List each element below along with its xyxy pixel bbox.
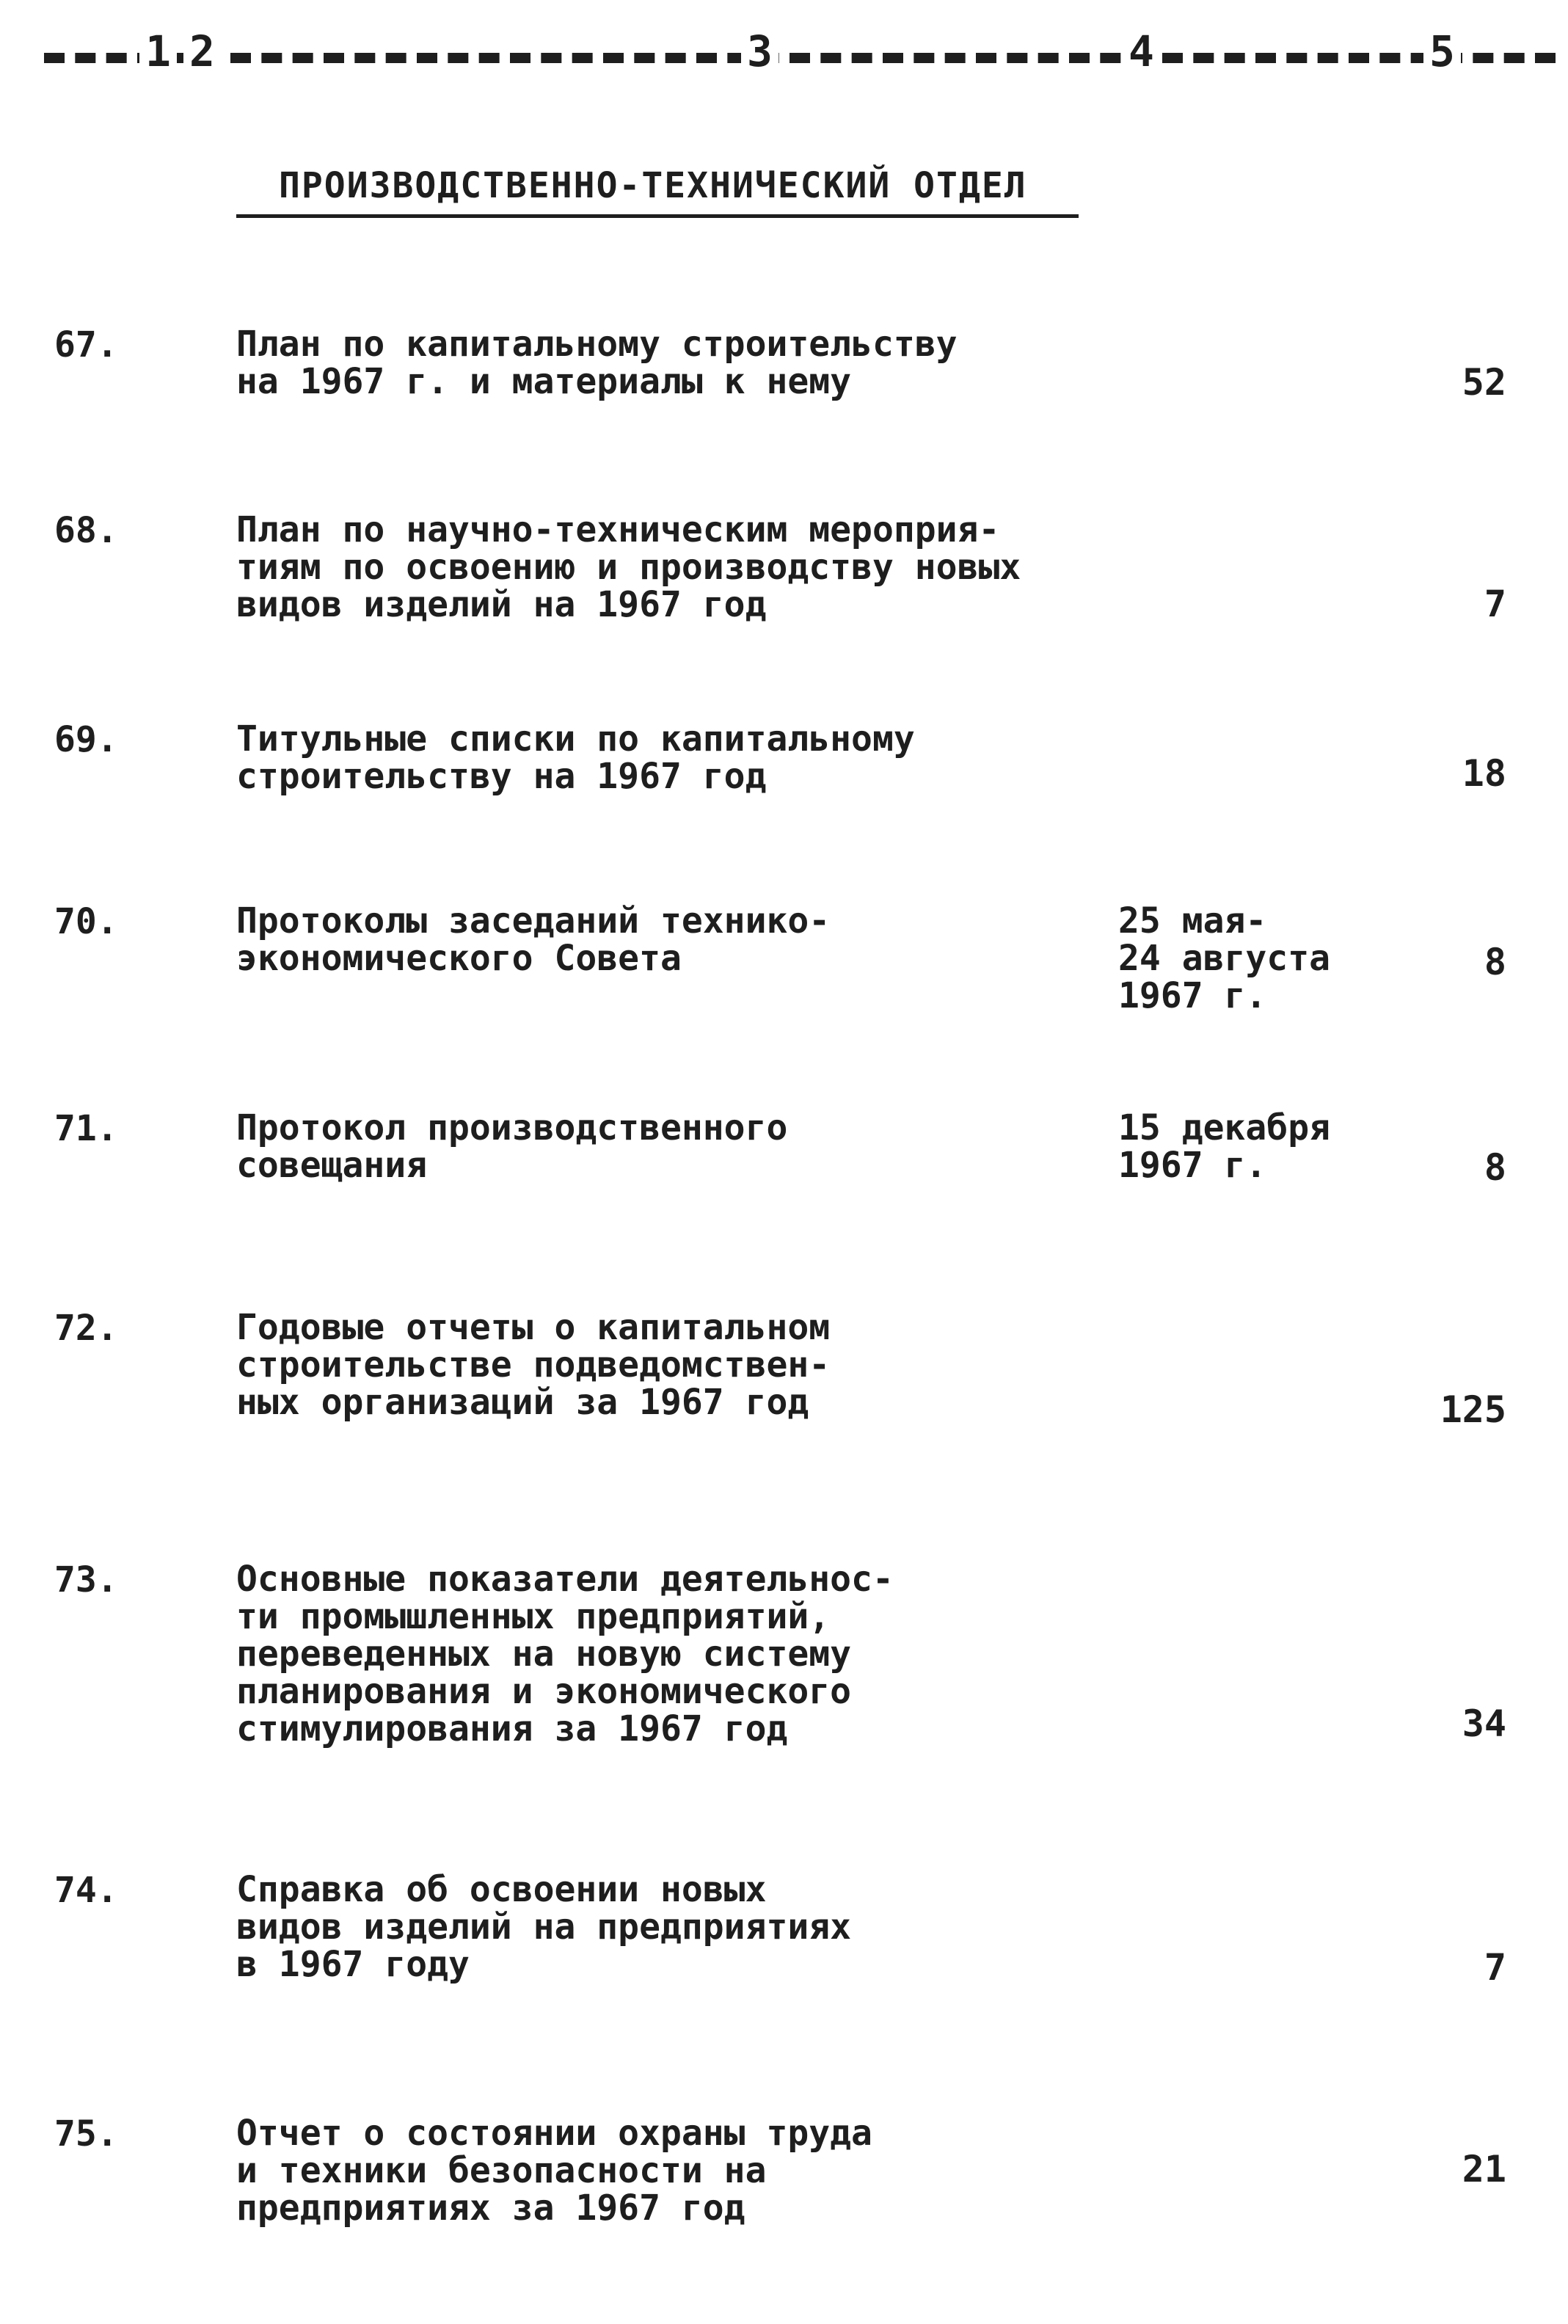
column-number-3: 3 xyxy=(741,22,778,81)
column-number-5: 5 xyxy=(1423,22,1461,81)
entry-number: 74. xyxy=(54,1870,118,1911)
section-title: ПРОИЗВОДСТВЕННО-ТЕХНИЧЕСКИЙ ОТДЕЛ xyxy=(279,165,1027,206)
entry-title: Годовые отчеты о капитальном строительстве подведомствен- ных организаций за 1967 год xyxy=(236,1307,831,1423)
entry-title: Титульные списки по капитальному строительству на 1967 год xyxy=(236,718,915,797)
section-title-underline xyxy=(236,214,1079,218)
entry-dates: 25 мая- 24 августа 1967 г. xyxy=(1118,900,1330,1016)
header-dashed-rule xyxy=(44,53,1556,63)
column-number-1: 1 xyxy=(139,22,177,81)
entry-title: Справка об освоении новых видов изделий на предприятиях в 1967 году xyxy=(236,1869,852,1985)
entry-title: План по капитальному строительству на 1967 г. и материалы к нему xyxy=(236,324,958,402)
entry-sheet-count: 34 xyxy=(1462,1702,1506,1745)
column-number-4: 4 xyxy=(1123,22,1160,81)
entry-title: Отчет о состоянии охраны труда и техники безопасности на предприятиях за 1967 год xyxy=(236,2113,872,2229)
entry-dates: 15 декабря 1967 г. xyxy=(1118,1107,1330,1186)
entry-number: 67. xyxy=(54,324,118,365)
entry-number: 71. xyxy=(54,1108,118,1149)
entry-sheet-count: 52 xyxy=(1462,361,1506,404)
entry-number: 72. xyxy=(54,1308,118,1349)
entry-sheet-count: 125 xyxy=(1440,1388,1506,1431)
entry-title: Основные показатели деятельнос- ти промышленных предприятий, переведенных на новую систему планирования и экономического стимулирования за 1967 год xyxy=(236,1559,894,1749)
entry-number: 70. xyxy=(54,901,118,942)
entry-number: 68. xyxy=(54,510,118,551)
column-number-2: 2 xyxy=(183,22,221,81)
entry-sheet-count: 7 xyxy=(1484,1946,1506,1989)
entry-sheet-count: 7 xyxy=(1484,583,1506,625)
entry-number: 69. xyxy=(54,719,118,760)
entry-sheet-count: 21 xyxy=(1462,2148,1506,2190)
entry-sheet-count: 8 xyxy=(1484,941,1506,983)
column-number-header xyxy=(44,15,1556,81)
entry-title: План по научно-техническим мероприя- тиям по освоению и производству новых видов изделий на 1967 год xyxy=(236,509,1021,625)
entry-sheet-count: 18 xyxy=(1462,752,1506,795)
entry-title: Протоколы заседаний технико- экономического Совета xyxy=(236,900,831,979)
entry-number: 75. xyxy=(54,2113,118,2154)
entry-sheet-count: 8 xyxy=(1484,1146,1506,1189)
entry-title: Протокол производственного совещания xyxy=(236,1107,788,1186)
entry-number: 73. xyxy=(54,1559,118,1600)
